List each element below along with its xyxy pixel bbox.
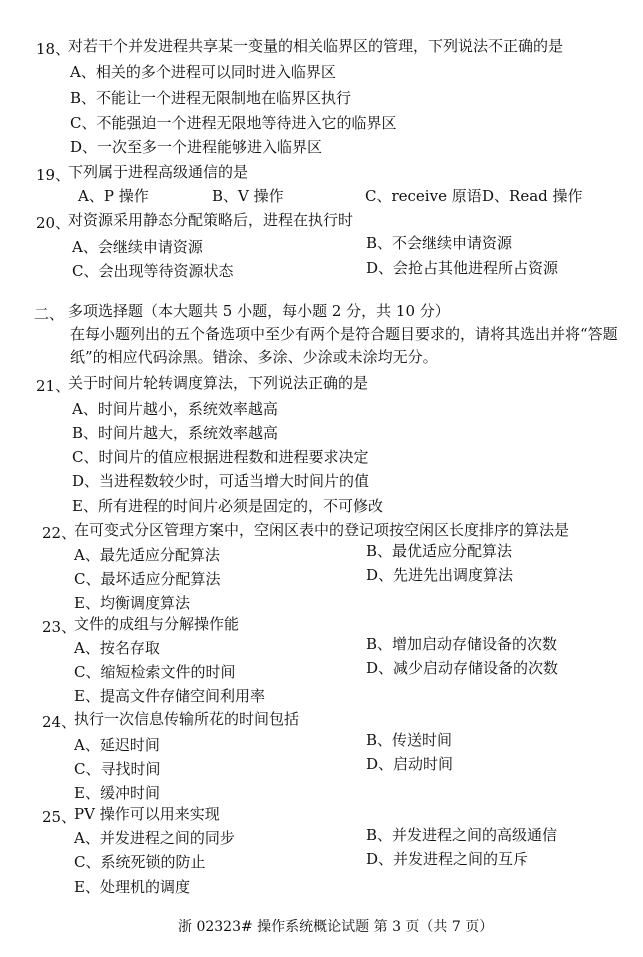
option-e: E、提高文件存储空间利用率 [74,687,265,705]
question-stem: 关于时间片轮转调度算法，下列说法正确的是 [68,374,369,392]
question-number: 23、 [42,618,77,636]
option-c: C、寻找时间 [74,760,161,778]
option-d: D、当进程数较少时，可适当增大时间片的值 [72,472,370,490]
option-c: C、时间片的值应根据进程数和进程要求决定 [72,448,369,466]
section-number: 二、 [34,305,65,323]
option-c: C、最坏适应分配算法 [74,570,221,588]
question-number: 20、 [36,214,71,232]
option-b: B、增加启动存储设备的次数 [366,635,558,653]
option-d: D、并发进程之间的互斥 [366,850,529,868]
option-b: B、时间片越大，系统效率越高 [72,424,279,442]
section-instructions: 纸”的相应代码涂黑。错涂、多涂、少涂或未涂均无分。 [70,348,438,366]
option-c: C、系统死锁的防止 [74,853,206,871]
question-stem: 执行一次信息传输所花的时间包括 [74,710,300,728]
option-d: D、一次至多一个进程能够进入临界区 [70,138,323,156]
option-d: D、先进先出调度算法 [366,566,514,584]
option-b: B、V 操作 [212,187,284,205]
question-number: 22、 [42,524,77,542]
option-a: A、并发进程之间的同步 [74,829,235,847]
question-stem: PV 操作可以用来实现 [74,805,220,823]
question-stem: 对若干个并发进程共享某一变量的相关临界区的管理，下列说法不正确的是 [68,37,564,55]
option-b: B、最优适应分配算法 [366,542,513,560]
question-number: 21、 [36,377,71,395]
option-a: A、P 操作 [78,187,149,205]
option-c: C、receive 原语 [365,187,482,205]
section-title: 多项选择题（本大题共 5 小题，每小题 2 分，共 10 分） [68,302,450,320]
question-number: 19、 [36,166,71,184]
question-number: 18、 [36,40,71,58]
question-number: 24、 [42,713,77,731]
option-d: D、会抢占其他进程所占资源 [366,259,559,277]
option-b: B、传送时间 [366,731,453,749]
option-d: D、启动时间 [366,755,454,773]
option-a: A、按名存取 [74,639,160,657]
page-footer: 浙 02323# 操作系统概论试题 第 3 页（共 7 页） [178,919,494,935]
option-b: B、并发进程之间的高级通信 [366,826,558,844]
option-d: D、减少启动存储设备的次数 [366,659,559,677]
question-stem: 文件的成组与分解操作能 [74,615,240,633]
option-d: D、Read 操作 [482,187,583,205]
option-b: B、不会继续申请资源 [366,234,513,252]
question-stem: 对资源采用静态分配策略后，进程在执行时 [68,211,354,229]
option-c: C、不能强迫一个进程无限地等待进入它的临界区 [70,114,397,132]
question-stem: 下列属于进程高级通信的是 [68,163,249,181]
option-e: E、所有进程的时间片必须是固定的，不可修改 [72,497,383,515]
option-a: A、会继续申请资源 [72,238,203,256]
option-e: E、缓冲时间 [74,784,160,802]
option-b: B、不能让一个进程无限制地在临界区执行 [70,89,352,107]
question-number: 25、 [42,808,77,826]
option-a: A、时间片越小，系统效率越高 [72,400,278,418]
option-e: E、处理机的调度 [74,878,190,896]
question-stem: 在可变式分区管理方案中，空闲区表中的登记项按空闲区长度排序的算法是 [74,521,570,539]
option-c: C、会出现等待资源状态 [72,262,234,280]
option-e: E、均衡调度算法 [74,594,190,612]
section-instructions: 在每小题列出的五个备选项中至少有两个是符合题目要求的，请将其选出并将“答题 [70,325,618,343]
option-a: A、相关的多个进程可以同时进入临界区 [70,63,336,81]
option-a: A、最先适应分配算法 [74,546,220,564]
option-c: C、缩短检索文件的时间 [74,663,236,681]
option-a: A、延迟时间 [74,736,160,754]
